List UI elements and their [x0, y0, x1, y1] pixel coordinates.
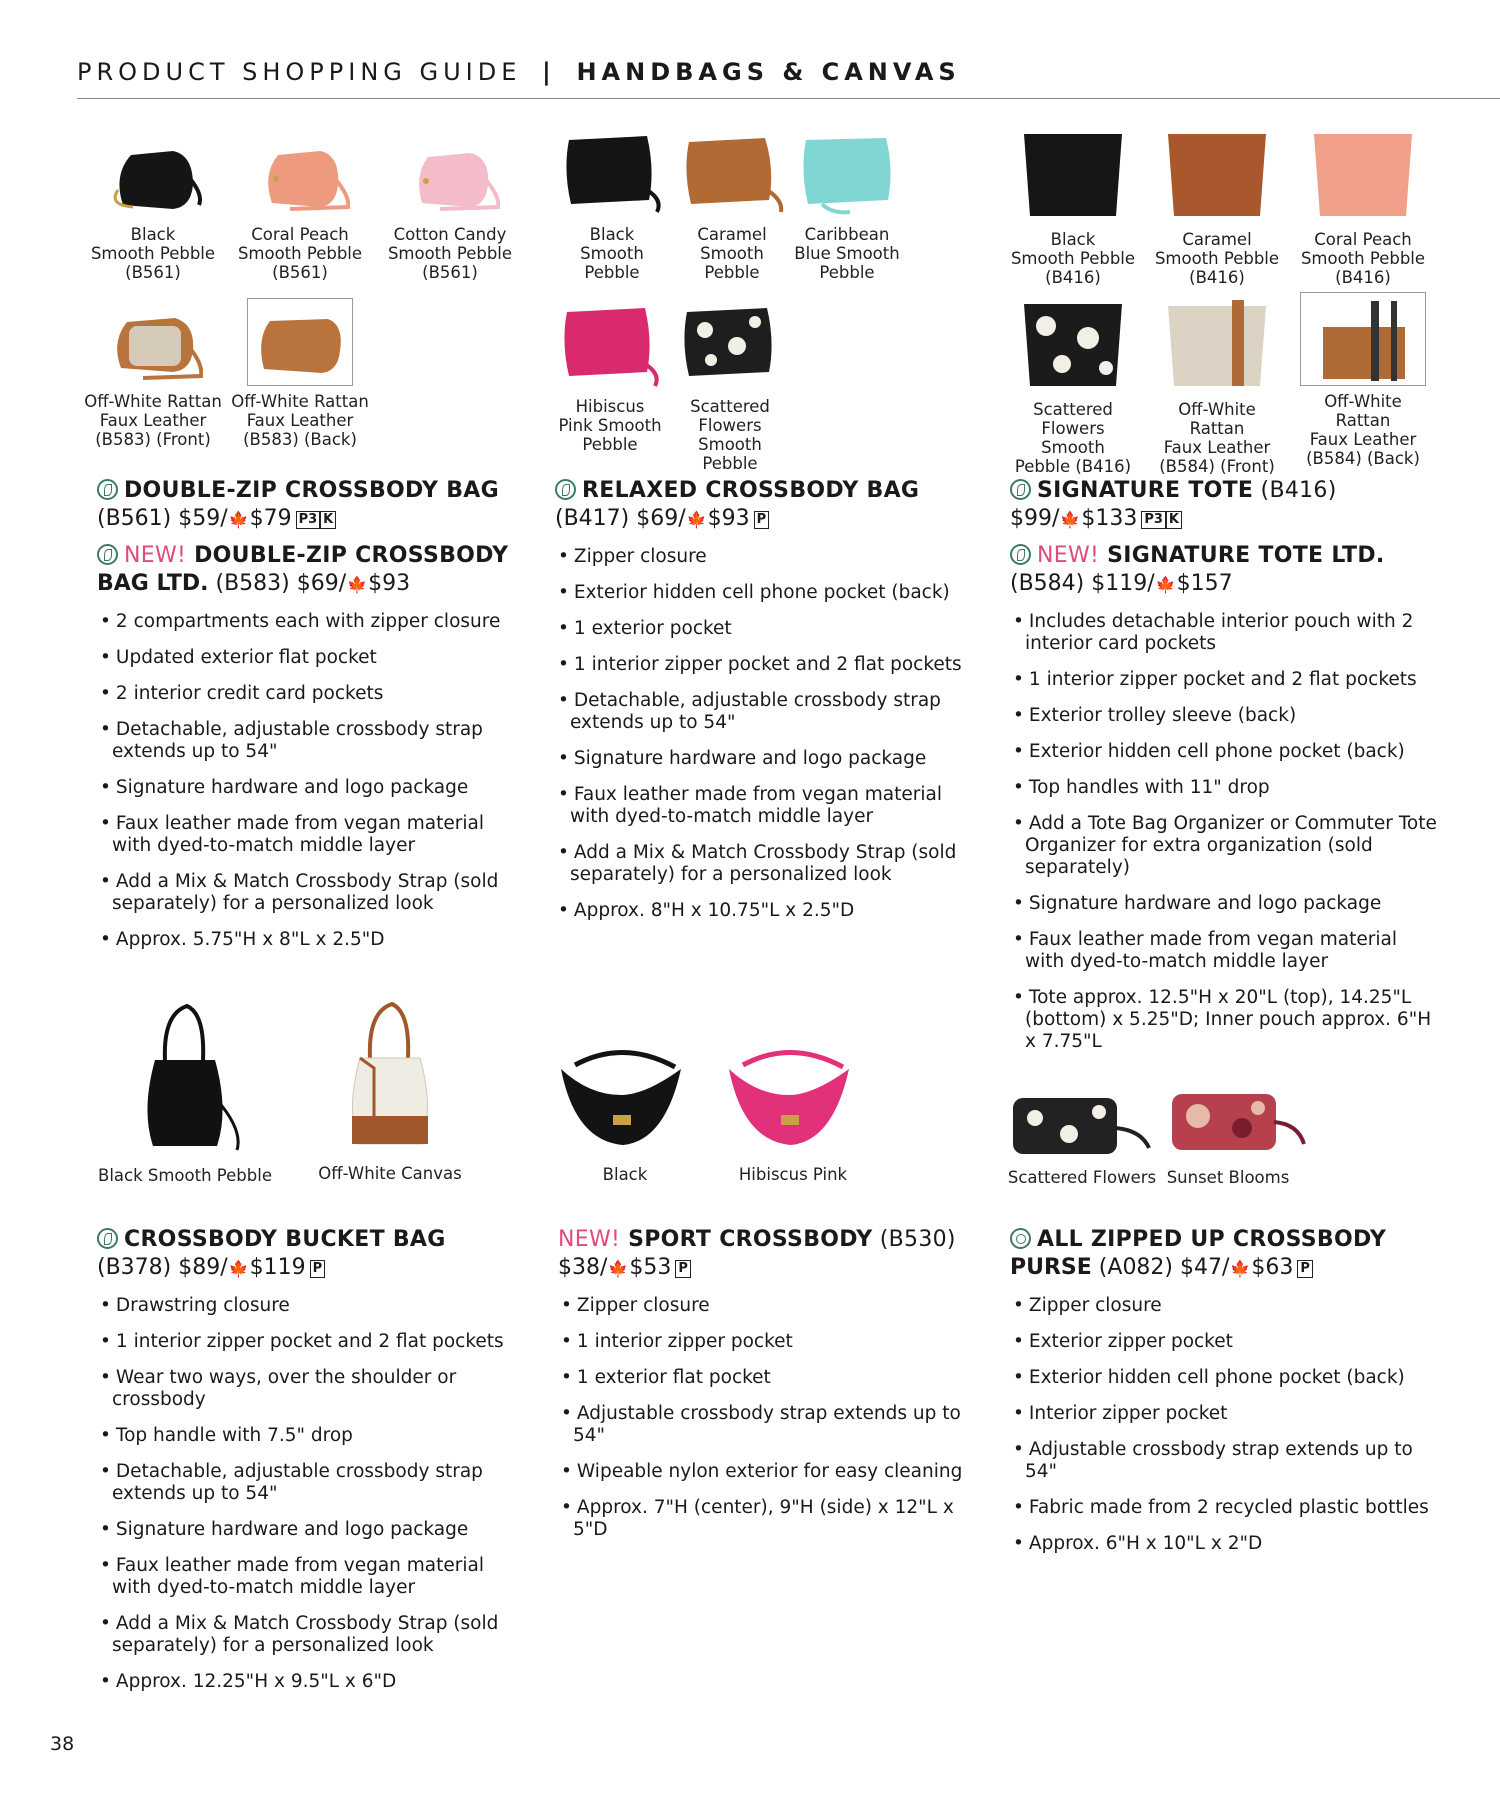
- product-sport-crossbody: [558, 1226, 968, 1541]
- feature-item: • Zipper closure: [555, 546, 965, 568]
- feature-item: • Tote approx. 12.5"H x 20"L (top), 14.25"L (bottom) x 5.25"D; Inner pouch approx. 6"H x 7.75"L: [1010, 987, 1440, 1053]
- feature-list: [97, 1295, 527, 1693]
- product-title: DOUBLE-ZIP CROSSBODY BAG: [97, 477, 527, 505]
- feature-list: [1010, 1295, 1440, 1555]
- swatch-caption: Black Smooth Pebble (B561): [90, 225, 216, 282]
- product-signature-tote: [1010, 477, 1440, 1053]
- maple-leaf-icon: 🍁: [608, 1259, 629, 1278]
- feature-item: • Exterior trolley sleeve (back): [1010, 705, 1440, 727]
- feature-item: • Signature hardware and logo package: [97, 777, 527, 799]
- feature-item: • Approx. 6"H x 10"L x 2"D: [1010, 1533, 1440, 1555]
- product-title: ALL ZIPPED UP CROSSBODY: [1010, 1226, 1440, 1254]
- swatch-b378-canvas: [300, 998, 480, 1183]
- bag-image: [1007, 1088, 1157, 1158]
- bag-image: [125, 1000, 245, 1160]
- feature-item: • 1 exterior flat pocket: [558, 1367, 968, 1389]
- feature-item: • Exterior hidden cell phone pocket (back): [1010, 741, 1440, 763]
- product-title: SIGNATURE TOTE (B416): [1010, 477, 1440, 505]
- feature-item: • Add a Mix & Match Crossbody Strap (sold separately) for a personalized look: [97, 1613, 527, 1657]
- feature-item: • Exterior zipper pocket: [1010, 1331, 1440, 1353]
- swatch-b417-scattered: [665, 302, 795, 473]
- feature-item: • Zipper closure: [1010, 1295, 1440, 1317]
- bag-image: [557, 130, 667, 215]
- product-double-zip-crossbody: [97, 477, 527, 951]
- feature-item: • 1 interior zipper pocket and 2 flat pockets: [555, 654, 965, 676]
- swatch-caption: Coral Peach Smooth Pebble (B561): [237, 225, 363, 282]
- feature-item: • 2 compartments each with zipper closure: [97, 611, 527, 633]
- feature-item: • Top handle with 7.5" drop: [97, 1425, 527, 1447]
- feature-item: • Faux leather made from vegan material with dyed-to-match middle layer: [97, 813, 527, 857]
- new-label: NEW!: [558, 1227, 621, 1252]
- swatch-b561-cotton-candy: [375, 135, 525, 282]
- feature-item: • Signature hardware and logo package: [555, 748, 965, 770]
- bag-image: [1018, 298, 1128, 390]
- product-relaxed-crossbody: [555, 477, 965, 922]
- eco-leaf-icon: [555, 479, 576, 500]
- product-crossbody-bucket-bag: [97, 1226, 527, 1693]
- feature-item: • Faux leather made from vegan material with dyed-to-match middle layer: [1010, 929, 1440, 973]
- badge-k: K: [1166, 511, 1182, 529]
- recycle-icon: [1010, 1228, 1031, 1249]
- bag-image: [1308, 128, 1418, 220]
- feature-item: • Adjustable crossbody strap extends up to 54": [1010, 1439, 1440, 1483]
- swatch-b416-coral: [1298, 128, 1428, 287]
- swatch-b416-caramel: [1152, 128, 1282, 287]
- product-title-ltd: NEW! SIGNATURE TOTE LTD.: [1010, 542, 1440, 570]
- feature-list: [558, 1295, 968, 1541]
- eco-leaf-icon: [97, 1228, 118, 1249]
- feature-item: • 1 interior zipper pocket and 2 flat pockets: [1010, 669, 1440, 691]
- feature-item: • 2 interior credit card pockets: [97, 683, 527, 705]
- maple-leaf-icon: 🍁: [1155, 575, 1176, 594]
- feature-item: • Exterior hidden cell phone pocket (back): [1010, 1367, 1440, 1389]
- swatch-caption: Black Smooth Pebble: [98, 1166, 272, 1185]
- product-price-line: PURSE (A082) $47/🍁$63 P: [1010, 1254, 1440, 1283]
- feature-item: • Approx. 5.75"H x 8"L x 2.5"D: [97, 929, 527, 951]
- page-header: [77, 58, 1500, 99]
- badge-p: P: [754, 511, 770, 529]
- swatch-caption: Caramel Smooth Pebble (B416): [1154, 230, 1280, 287]
- bag-image: [400, 135, 500, 215]
- swatch-caption: Coral Peach Smooth Pebble (B416): [1300, 230, 1426, 287]
- feature-item: • 1 exterior pocket: [555, 618, 965, 640]
- swatch-caption: Black Smooth Pebble (B416): [1010, 230, 1136, 287]
- bag-image-frame: [247, 298, 353, 386]
- bag-image: [1162, 298, 1272, 390]
- badge-p: P: [1297, 1260, 1313, 1278]
- maple-leaf-icon: 🍁: [347, 575, 368, 594]
- product-price-line: $38/🍁$53 P: [558, 1254, 968, 1283]
- product-price-line: $99/🍁$133 P3 K: [1010, 505, 1440, 534]
- product-price-line-ltd: BAG LTD. (B583) $69/🍁$93: [97, 571, 411, 596]
- guide-title: PRODUCT SHOPPING GUIDE: [77, 58, 522, 86]
- new-label: NEW!: [1037, 543, 1100, 568]
- swatch-caption: Scattered Flowers Smooth Pebble: [690, 397, 770, 473]
- eco-leaf-icon: [1010, 544, 1031, 565]
- swatch-caption: Scattered Flowers Smooth Pebble (B416): [1014, 400, 1132, 476]
- feature-item: • Fabric made from 2 recycled plastic bottles: [1010, 1497, 1440, 1519]
- bag-image: [677, 130, 787, 215]
- bag-image: [723, 1045, 863, 1155]
- product-price-line: (B417) $69/🍁$93 P: [555, 505, 965, 534]
- swatch-caption: Caramel Smooth Pebble: [697, 225, 767, 282]
- feature-item: • Detachable, adjustable crossbody strap extends up to 54": [555, 690, 965, 734]
- feature-list: [1010, 611, 1440, 1053]
- swatch-caption: Off-White Rattan Faux Leather (B584) (Back): [1306, 392, 1420, 468]
- badge-p3: P3: [1141, 511, 1166, 529]
- new-label: NEW!: [124, 543, 187, 568]
- product-title: NEW! SPORT CROSSBODY (B530): [558, 1227, 956, 1252]
- swatch-b417-hibiscus: [550, 302, 670, 454]
- swatch-b530-hibiscus: [723, 1045, 863, 1184]
- swatch-caption: Off-White Rattan Faux Leather (B584) (Front): [1159, 400, 1275, 476]
- feature-item: • Wipeable nylon exterior for easy cleaning: [558, 1461, 968, 1483]
- swatch-b584-front: [1152, 298, 1282, 476]
- swatch-caption: Sunset Blooms: [1166, 1168, 1290, 1187]
- feature-item: • Faux leather made from vegan material with dyed-to-match middle layer: [555, 784, 965, 828]
- feature-item: • Zipper closure: [558, 1295, 968, 1317]
- bag-image: [250, 135, 350, 215]
- product-all-zipped-up-crossbody: [1010, 1226, 1440, 1555]
- feature-item: • Approx. 8"H x 10.75"L x 2.5"D: [555, 900, 965, 922]
- page-number: 38: [50, 1733, 75, 1755]
- bag-image: [330, 998, 450, 1158]
- feature-item: • Drawstring closure: [97, 1295, 527, 1317]
- feature-item: • Exterior hidden cell phone pocket (back): [555, 582, 965, 604]
- eco-leaf-icon: [97, 479, 118, 500]
- feature-item: • Updated exterior flat pocket: [97, 647, 527, 669]
- maple-leaf-icon: 🍁: [228, 510, 249, 529]
- feature-item: • 1 interior zipper pocket: [558, 1331, 968, 1353]
- swatch-b583-back: [225, 298, 375, 449]
- swatch-b584-back: [1298, 292, 1428, 468]
- swatch-b417-black: [557, 130, 667, 282]
- badge-p3: P3: [296, 511, 321, 529]
- feature-item: • Interior zipper pocket: [1010, 1403, 1440, 1425]
- swatch-caption: Off-White Rattan Faux Leather (B583) (Back): [231, 392, 369, 449]
- bag-image: [555, 1045, 695, 1155]
- product-title-ltd: NEW! DOUBLE-ZIP CROSSBODY: [97, 542, 527, 570]
- maple-leaf-icon: 🍁: [1060, 510, 1081, 529]
- swatch-b561-black: [78, 135, 228, 282]
- swatch-caption: Hibiscus Pink Smooth Pebble: [558, 397, 662, 454]
- swatch-caption: Black: [602, 1165, 648, 1184]
- section-title: HANDBAGS & CANVAS: [576, 58, 961, 86]
- maple-leaf-icon: 🍁: [1230, 1259, 1251, 1278]
- badge-p: P: [310, 1260, 326, 1278]
- bag-image: [1018, 128, 1128, 220]
- feature-list: [555, 546, 965, 922]
- product-price-line: (B378) $89/🍁$119 P: [97, 1254, 527, 1283]
- feature-item: • Approx. 7"H (center), 9"H (side) x 12"L x 5"D: [558, 1497, 968, 1541]
- bag-image-frame: [1300, 292, 1426, 386]
- badge-k: K: [320, 511, 336, 529]
- swatch-b561-coral: [225, 135, 375, 282]
- feature-item: • Wear two ways, over the shoulder or crossbody: [97, 1367, 527, 1411]
- swatch-caption: Scattered Flowers: [1007, 1168, 1157, 1187]
- badge-p: P: [675, 1260, 691, 1278]
- bag-image: [1301, 293, 1425, 385]
- feature-item: • Add a Mix & Match Crossbody Strap (sold separately) for a personalized look: [555, 842, 965, 886]
- bag-image: [1158, 1082, 1308, 1158]
- feature-item: • Signature hardware and logo package: [97, 1519, 527, 1541]
- swatch-b416-black: [1008, 128, 1138, 287]
- feature-item: • Signature hardware and logo package: [1010, 893, 1440, 915]
- bag-image: [792, 130, 902, 215]
- bag-image: [555, 302, 665, 387]
- header-separator: |: [542, 58, 556, 86]
- bag-image: [103, 135, 203, 215]
- swatch-b417-caribbean: [787, 130, 907, 282]
- swatch-caption: Hibiscus Pink: [738, 1165, 848, 1184]
- feature-item: • Add a Mix & Match Crossbody Strap (sold separately) for a personalized look: [97, 871, 527, 915]
- swatch-b416-scattered: [1008, 298, 1138, 476]
- product-title: RELAXED CROSSBODY BAG: [555, 477, 965, 505]
- feature-item: • Detachable, adjustable crossbody strap extends up to 54": [97, 719, 527, 763]
- feature-item: • Approx. 12.25"H x 9.5"L x 6"D: [97, 1671, 527, 1693]
- swatch-b378-black: [95, 1000, 275, 1185]
- bag-image: [103, 302, 203, 382]
- eco-leaf-icon: [1010, 479, 1031, 500]
- eco-leaf-icon: [97, 544, 118, 565]
- swatch-caption: Cotton Candy Smooth Pebble (B561): [387, 225, 513, 282]
- feature-item: • Faux leather made from vegan material with dyed-to-match middle layer: [97, 1555, 527, 1599]
- feature-item: • Adjustable crossbody strap extends up to 54": [558, 1403, 968, 1447]
- swatch-a082-scattered: [1002, 1088, 1162, 1187]
- feature-item: • Top handles with 11" drop: [1010, 777, 1440, 799]
- feature-list: [97, 611, 527, 951]
- bag-image: [248, 299, 352, 385]
- swatch-caption: Caribbean Blue Smooth Pebble: [794, 225, 900, 282]
- feature-item: • 1 interior zipper pocket and 2 flat pockets: [97, 1331, 527, 1353]
- feature-item: • Includes detachable interior pouch with 2 interior card pockets: [1010, 611, 1440, 655]
- maple-leaf-icon: 🍁: [686, 510, 707, 529]
- product-price-line: (B561) $59/🍁$79 P3 K: [97, 505, 527, 534]
- swatch-b530-black: [555, 1045, 695, 1184]
- swatch-caption: Off-White Rattan Faux Leather (B583) (Front): [84, 392, 222, 449]
- product-price-line-ltd: (B584) $119/🍁$157: [1010, 571, 1233, 596]
- feature-item: • Detachable, adjustable crossbody strap extends up to 54": [97, 1461, 527, 1505]
- feature-item: • Add a Tote Bag Organizer or Commuter Tote Organizer for extra organization (sold separately): [1010, 813, 1440, 879]
- product-title: CROSSBODY BUCKET BAG: [97, 1226, 527, 1254]
- swatch-b583-front: [78, 302, 228, 449]
- maple-leaf-icon: 🍁: [228, 1259, 249, 1278]
- bag-image: [1162, 128, 1272, 220]
- bag-image: [675, 302, 785, 387]
- swatch-b417-caramel: [677, 130, 787, 282]
- swatch-caption: Off-White Canvas: [318, 1164, 462, 1183]
- swatch-a082-sunset: [1158, 1082, 1298, 1187]
- swatch-caption: Black Smooth Pebble: [580, 225, 644, 282]
